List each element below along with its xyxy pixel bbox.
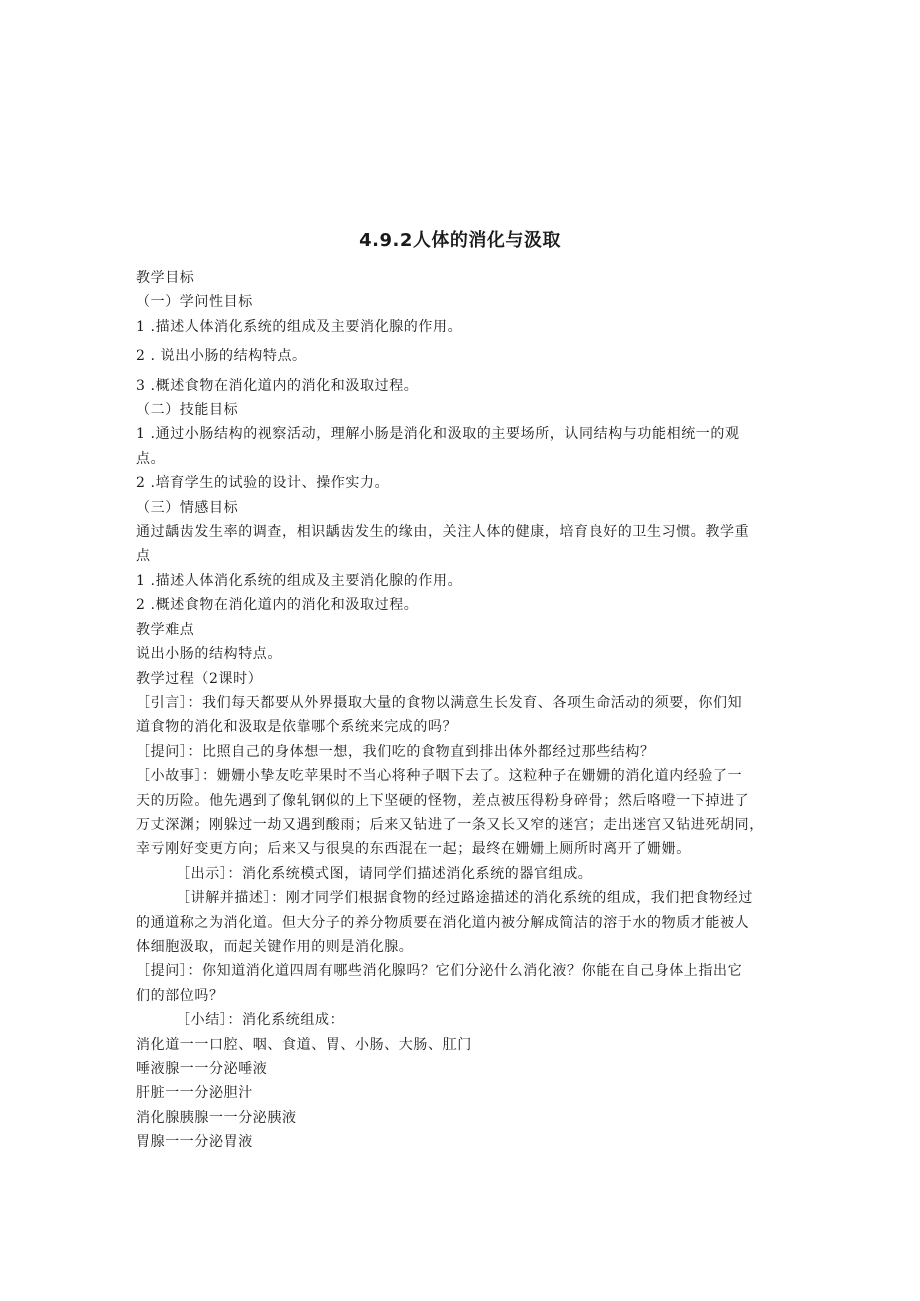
document-body xyxy=(136,266,796,1155)
paragraph-line: 体细胞汲取，而起关键作用的则是消化腺。 xyxy=(136,938,414,955)
list-item: 1 .描述人体消化系统的组成及主要消化腺的作用。 xyxy=(136,318,463,335)
section-heading-difficulty: 教学难点 xyxy=(136,621,195,638)
section-heading-objectives: 教学目标 xyxy=(136,270,195,286)
paragraph-line: ［出示］：消化系统模式图，请同学们描述消化系统的器官组成。 xyxy=(176,865,593,882)
document-title: 4.9.2人体的消化与汲取 xyxy=(359,230,561,251)
summary-line: 消化道一一口腔、咽、食道、胃、小肠、大肠、肛门 xyxy=(136,1036,472,1053)
summary-line: 肝脏一一分泌胆汁 xyxy=(136,1085,253,1102)
section-heading-process: 教学过程（2课时） xyxy=(136,670,263,687)
paragraph-line: 道食物的消化和汲取是依靠哪个系统来完成的吗？ xyxy=(136,719,458,736)
paragraph-line: 说出小肠的结构特点。 xyxy=(136,646,282,663)
paragraph-line: ［提问］：你知道消化道四周有哪些消化腺吗？它们分泌什么消化液？你能在自己身体上指出它 xyxy=(136,963,743,980)
paragraph-line: ［提问］：比照自己的身体想一想，我们吃的食物直到排出体外都经过那些结构？ xyxy=(136,743,655,760)
list-item: 3 .概述食物在消化道内的消化和汲取过程。 xyxy=(136,377,419,394)
subsection-heading-emotion: （三）情感目标 xyxy=(136,499,239,516)
paragraph-line: 万丈深渊；刚躲过一劫又遇到酸雨；后来又钻进了一条又长又窄的迷宫；走出迷宫又钻进死胡同， xyxy=(136,816,764,833)
summary-line: 唾液腺一一分泌唾液 xyxy=(136,1061,268,1077)
paragraph-line: 点 xyxy=(136,548,151,565)
list-item-continuation: 点。 xyxy=(136,450,166,467)
paragraph-line: ［小故事］：姗姗小挚友吃苹果时不当心将种子咽下去了。这粒种子在姗姗的消化道内经验了一 xyxy=(136,768,743,785)
list-item: 2 .概述食物在消化道内的消化和汲取过程。 xyxy=(136,597,419,614)
list-item: 2 . 说出小肠的结构特点。 xyxy=(136,348,307,365)
summary-line: 胃腺一一分泌胃液 xyxy=(136,1134,253,1151)
paragraph-line: 天的历险。他先遇到了像轧钢似的上下坚硬的怪物，差点被压得粉身碎骨；然后咯噔一下掉进了 xyxy=(136,792,750,809)
paragraph-line: 幸亏刚好变更方向；后来又与很臭的东西混在一起；最终在姗姗上厕所时离开了姗姗。 xyxy=(136,841,691,858)
list-item: 1 .通过小肠结构的视察活动，理解小肠是消化和汲取的主要场所，认同结构与功能相统一的观 xyxy=(136,426,740,443)
list-item: 2 .培育学生的试验的设计、操作实力。 xyxy=(136,475,390,492)
paragraph-line: 们的部位吗？ xyxy=(136,987,224,1004)
list-item: 1 .描述人体消化系统的组成及主要消化腺的作用。 xyxy=(136,572,463,589)
paragraph-line: ［小结］：消化系统组成： xyxy=(176,1012,345,1029)
paragraph-line: ［讲解并描述］：刚才同学们根据食物的经过路途描述的消化系统的组成，我们把食物经过 xyxy=(176,890,753,907)
paragraph-line: 的通道称之为消化道。但大分子的养分物质要在消化道内被分解成简洁的溶于水的物质才能被人 xyxy=(136,914,750,931)
paragraph-line: 通过龋齿发生率的调查，相识龋齿发生的缘由，关注人体的健康，培育良好的卫生习惯。教学重 xyxy=(136,524,750,541)
paragraph-line: ［引言］：我们每天都要从外界摄取大量的食物以满意生长发育、各项生命活动的须要，你们知 xyxy=(136,694,743,711)
subsection-heading-knowledge: （一）学问性目标 xyxy=(136,294,253,311)
subsection-heading-skills: （二）技能目标 xyxy=(136,402,239,419)
summary-line: 消化腺胰腺一一分泌胰液 xyxy=(136,1109,297,1126)
